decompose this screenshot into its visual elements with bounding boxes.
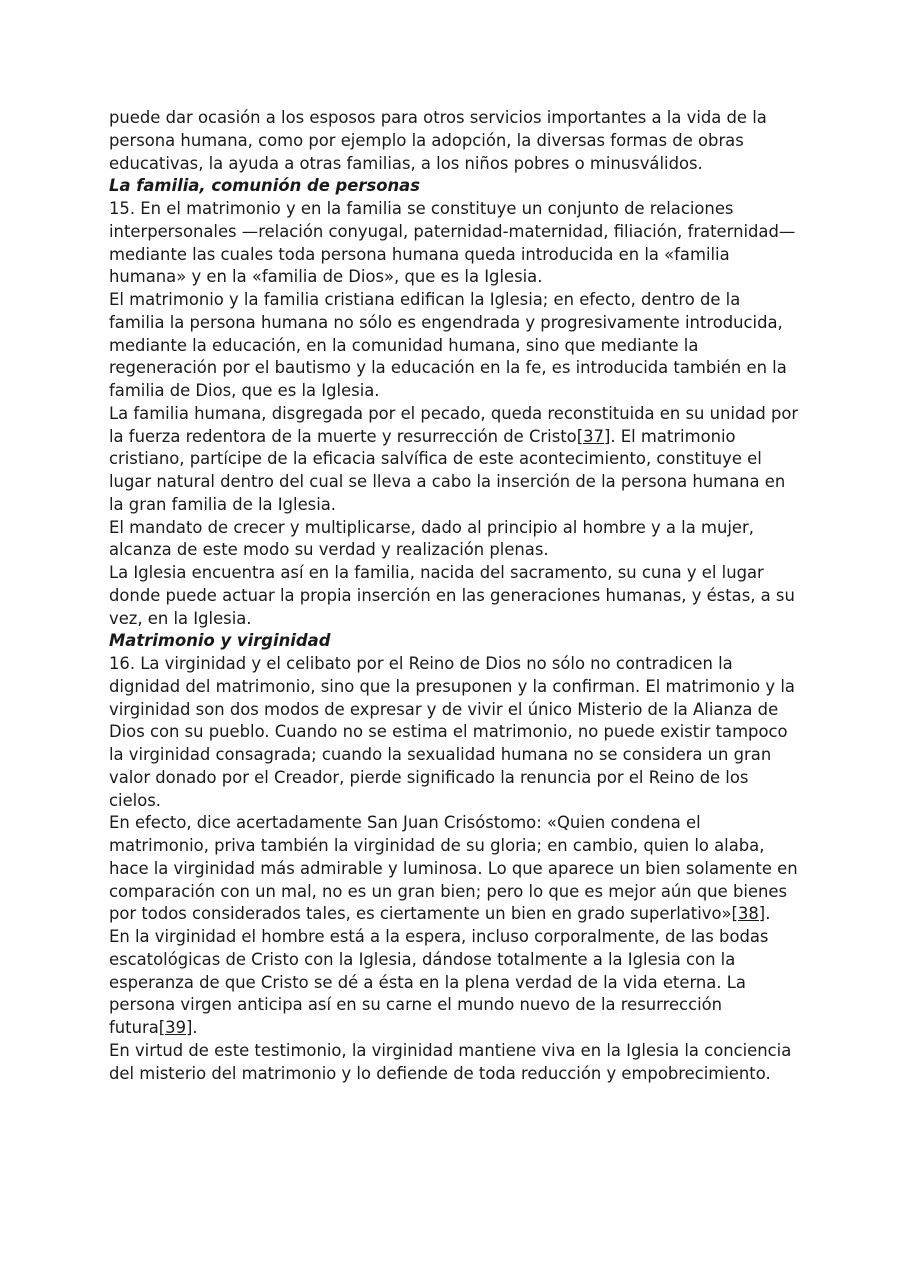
paragraph-testimonio: En virtud de este testimonio, la virginidad mantiene viva en la Iglesia la conciencia del misterio del matrimonio y lo defiende de toda reducción y empobrecimiento. [109,1040,792,1083]
paragraph-familia-humana [109,403,799,517]
paragraph-iglesia-edifican: El matrimonio y la familia cristiana edifican la Iglesia; en efecto, dentro de la familia la persona humana no sólo es engendrada y progresivamente introducida, mediante la educación, en la comunidad humana, sino que mediante la regeneración por el bautismo y la educación en la fe, es introducida también en la familia de Dios, que es la Iglesia. [109,290,787,400]
paragraph-16: 16. La virginidad y el celibato por el Reino de Dios no sólo no contradicen la dignidad del matrimonio, sino que la presuponen y la confirman. El matrimonio y la virginidad son dos modos de expresar y de vivir el único Misterio de la Alianza de Dios con su pueblo. Cuando no se estima el matrimonio, no puede existir tampoco la virginidad consagrada; cuando la sexualidad humana no se considera un gran valor donado por el Creador, pierde significado la renuncia por el Reino de los cielos. [109,654,795,810]
paragraph-continuation: puede dar ocasión a los esposos para otros servicios importantes a la vida de la persona humana, como por ejemplo la adopción, la diversas formas de obras educativas, la ayuda a otras familias, a los niños pobres o minusválidos. [109,108,767,173]
paragraph-text: . El matrimonio cristiano, partícipe de la eficacia salvífica de este acontecimiento, constituye el lugar natural dentro del cual se lleva a cabo la inserción de la persona humana en la gran familia de la Iglesia. [109,426,786,514]
paragraph-crisostomo [109,812,799,926]
paragraph-text: La familia humana, disgregada por el pecado, queda reconstituida en su unidad por la fuerza redentora de la muerte y resurrección de Cristo [109,403,799,446]
paragraph-15: 15. En el matrimonio y en la familia se constituye un conjunto de relaciones interpersonales —relación conyugal, paternidad-maternidad, filiación, fraternidad— mediante las cuales toda persona humana queda introducida en la «familia humana» y en la «familia de Dios», que es la Iglesia. [109,199,796,287]
footnote-link-38[interactable]: [38] [731,904,766,924]
footnote-link-37[interactable]: [37] [576,426,611,446]
paragraph-text: . [192,1018,198,1037]
document-page [109,107,799,1085]
paragraph-virginidad-espera [109,926,799,1040]
paragraph-text: En la virginidad el hombre está a la espera, incluso corporalmente, de las bodas escatológicas de Cristo con la Iglesia, dándose totalmente a la Iglesia con la esperanza de que Cristo se dé a ésta en la plena verdad de la vida eterna. La persona virgen anticipa así en su carne el mundo nuevo de la resurrección futura [109,927,769,1037]
paragraph-text: . [765,904,771,924]
section-heading-matrimonio-virginidad: Matrimonio y virginidad [109,631,331,651]
paragraph-text: En efecto, dice acertadamente San Juan Crisóstomo: «Quien condena el matrimonio, priva también la virginidad de su gloria; en cambio, quien lo alaba, hace la virginidad más admirable y luminosa. Lo que aparece un bien solamente en comparación con un mal, no es un gran bien; pero lo que es mejor aún que bienes por todos considerados tales, es ciertamente un bien en grado superlativo» [109,813,798,924]
paragraph-iglesia-encuentra: La Iglesia encuentra así en la familia, nacida del sacramento, su cuna y el lugar donde puede actuar la propia inserción en las generaciones humanas, y éstas, a su vez, en la Iglesia. [109,563,795,628]
section-heading-familia-comunion: La familia, comunión de personas [109,176,420,196]
paragraph-mandato: El mandato de crecer y multiplicarse, dado al principio al hombre y a la mujer, alcanza de este modo su verdad y realización plenas. [109,517,754,560]
footnote-link-39[interactable]: [39] [158,1018,193,1037]
